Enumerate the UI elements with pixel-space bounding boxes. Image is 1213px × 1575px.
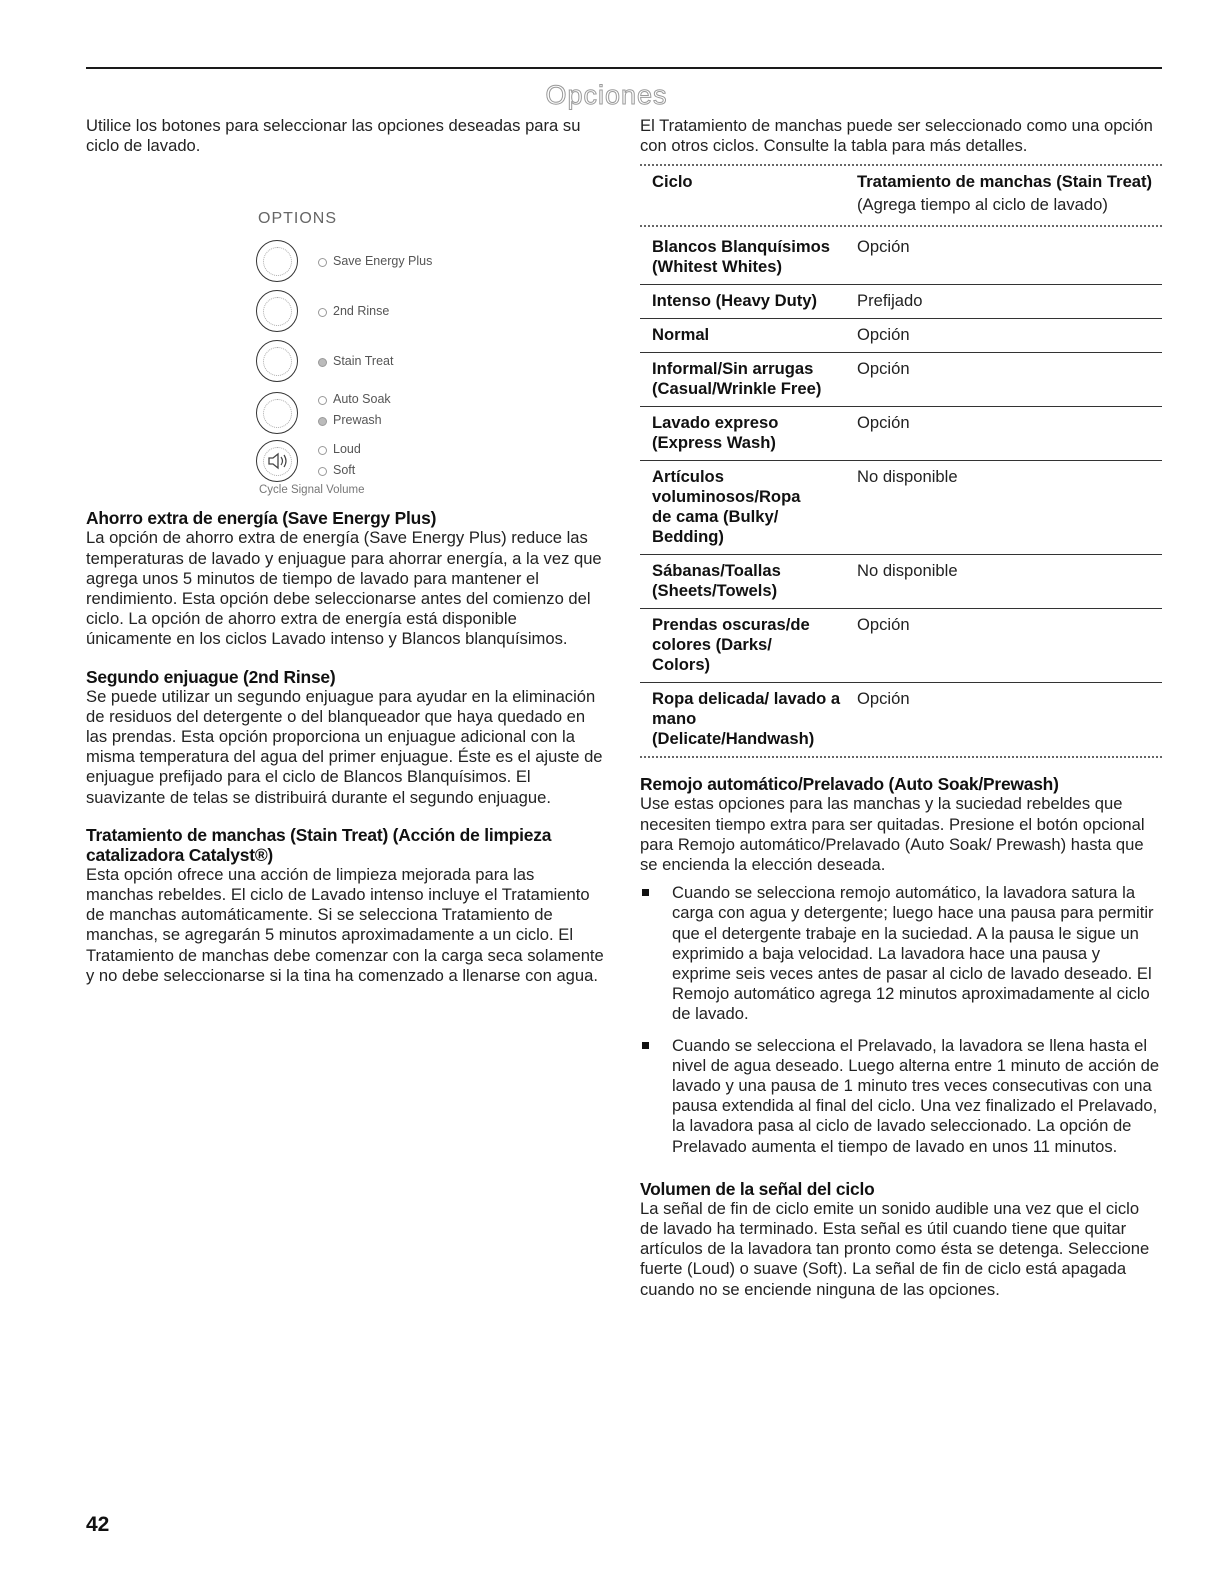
table-intro-text: El Tratamiento de manchas puede ser seleccionado como una opción con otros ciclos. Consulte la tabla para más detalles. [640,116,1153,156]
led-icon [318,308,327,317]
save-energy-label: Save Energy Plus [318,254,432,268]
table-row: Artículos voluminosos/Ropa de cama (Bulky/ Bedding) No disponible [640,461,1162,555]
soft-label: Soft [318,463,355,477]
led-on-icon [318,417,327,426]
panel-title: OPTIONS [258,210,338,228]
stain-treat-heading: Tratamiento de manchas (Stain Treat) (Acción de limpieza catalizadora Catalyst®) [86,824,552,865]
stain-treat-label: Stain Treat [318,354,393,368]
stain-treat-body: Esta opción ofrece una acción de limpieza mejorada para las manchas rebeldes. El ciclo de Lavado intenso incluye el Tratamiento de manchas automáticamente. Si se selecciona Tratamiento de manchas, se agregarán 5 minutos aproximadamente a un ciclo. El Tratamiento de manchas debe comenzar con la carga seca solamente y no debe seleccionarse si la tina ha comenzado a llenarse con agua. [86,864,604,985]
table-header-stain-treat: Tratamiento de manchas (Stain Treat) (Agrega tiempo al ciclo de lavado) [857,172,1153,215]
left-column [86,116,606,986]
speaker-icon [266,450,290,472]
right-column [640,116,1162,1300]
table-header-cycle: Ciclo [652,172,693,192]
table-row: Blancos Blanquísimos (Whitest Whites) Opción [640,227,1162,285]
prewash-label: Prewash [318,413,382,427]
second-rinse-heading: Segundo enjuague (2nd Rinse) [86,666,336,687]
led-icon [318,446,327,455]
table-row: Prendas oscuras/de colores (Darks/ Colors) Opción [640,609,1162,683]
save-energy-heading: Ahorro extra de energía (Save Energy Plus) [86,508,437,529]
cycle-signal-body: La señal de fin de ciclo emite un sonido audible una vez que el ciclo de lavado ha terminado. Esta señal es útil cuando tiene que quitar artículos de la lavadora tan pronto como ésta se detenga. Seleccione fuerte (Loud) o suave (Soft). La señal de fin de ciclo está apagada cuando no se enciende ninguna de las opciones. [640,1198,1150,1299]
second-rinse-button-icon [256,290,298,332]
led-icon [318,258,327,267]
stain-treat-table [640,164,1162,758]
cycle-signal-label: Cycle Signal Volume [259,484,365,497]
second-rinse-label: 2nd Rinse [318,304,389,318]
save-energy-button-icon [256,240,298,282]
auto-soak-body: Use estas opciones para las manchas y la suciedad rebeldes que necesiten tiempo extra para ser quitadas. Presione el botón opcional para Remojo automático/Prelavado (Auto Soak/ Prewash) hasta que se encienda la elección deseada. [640,794,1145,875]
auto-soak-button-icon [256,392,298,434]
intro-text: Utilice los botones para seleccionar las opciones deseadas para su ciclo de lavado. [86,116,581,156]
page-number: 42 [86,1513,110,1536]
options-panel-illustration [86,156,606,497]
auto-soak-label: Auto Soak [318,392,391,406]
list-item: Cuando se selecciona el Prelavado, la lavadora se llena hasta el nivel de agua deseado. Luego alterna entre 1 minuto de acción de lavado y una pausa de 1 minuto tres veces consecutivas con una pausa extendida al final del ciclo. Una vez finalizado el Prelavado, la lavadora pasa al ciclo de lavado seleccionado. La opción de Prelavado aumenta el tiempo de lavado en unos 11 minutos. [640,1036,1162,1157]
led-on-icon [318,358,327,367]
loud-label: Loud [318,442,361,456]
table-row: Normal Opción [640,319,1162,353]
auto-soak-bullets [640,883,1162,1157]
list-item: Cuando se selecciona remojo automático, la lavadora satura la carga con agua y detergente; luego hace una pausa para permitir que el detergente trabaje en la suciedad. A la pausa le sigue un exprimido a baja velocidad. La lavadora hace una pausa y exprime seis veces antes de pasar al ciclo de lavado deseado. El Remojo automático agrega 12 minutos aproximadamente al ciclo de lavado. [640,883,1162,1024]
page-title: Opciones [545,80,668,110]
table-row: Informal/Sin arrugas (Casual/Wrinkle Free) Opción [640,353,1162,407]
table-row: Intenso (Heavy Duty) Prefijado [640,285,1162,319]
second-rinse-body: Se puede utilizar un segundo enjuague para ayudar en la eliminación de residuos del detergente o del blanqueador que haya quedado en las prendas. Esta opción proporciona un enjuague adicional con la misma temperatura del agua del primer enjuague. Éste es el ajuste de enjuague prefijado para el ciclo de Blancos Blanquísimos. El suavizante de telas se distribuirá durante el segundo enjuague. [86,686,603,807]
auto-soak-heading: Remojo automático/Prelavado (Auto Soak/Prewash) [640,774,1059,795]
table-row: Lavado expreso (Express Wash) Opción [640,407,1162,461]
top-rule [86,67,1162,69]
stain-treat-button-icon [256,340,298,382]
led-icon [318,467,327,476]
led-icon [318,396,327,405]
table-row: Sábanas/Toallas (Sheets/Towels) No disponible [640,555,1162,609]
cycle-signal-heading: Volumen de la señal del ciclo [640,1178,875,1199]
table-header-row [640,166,1162,227]
save-energy-body: La opción de ahorro extra de energía (Save Energy Plus) reduce las temperaturas de lavado y enjuague para ahorrar energía, a la vez que agrega unos 5 minutos de tiempo de lavado para mantener el rendimiento. Esta opción debe seleccionarse antes del comienzo del ciclo. La opción de ahorro extra de energía está disponible únicamente en los ciclos Lavado intenso y Blancos blanquísimos. [86,528,602,649]
table-row: Ropa delicada/ lavado a mano (Delicate/Handwash) Opción [640,683,1162,758]
